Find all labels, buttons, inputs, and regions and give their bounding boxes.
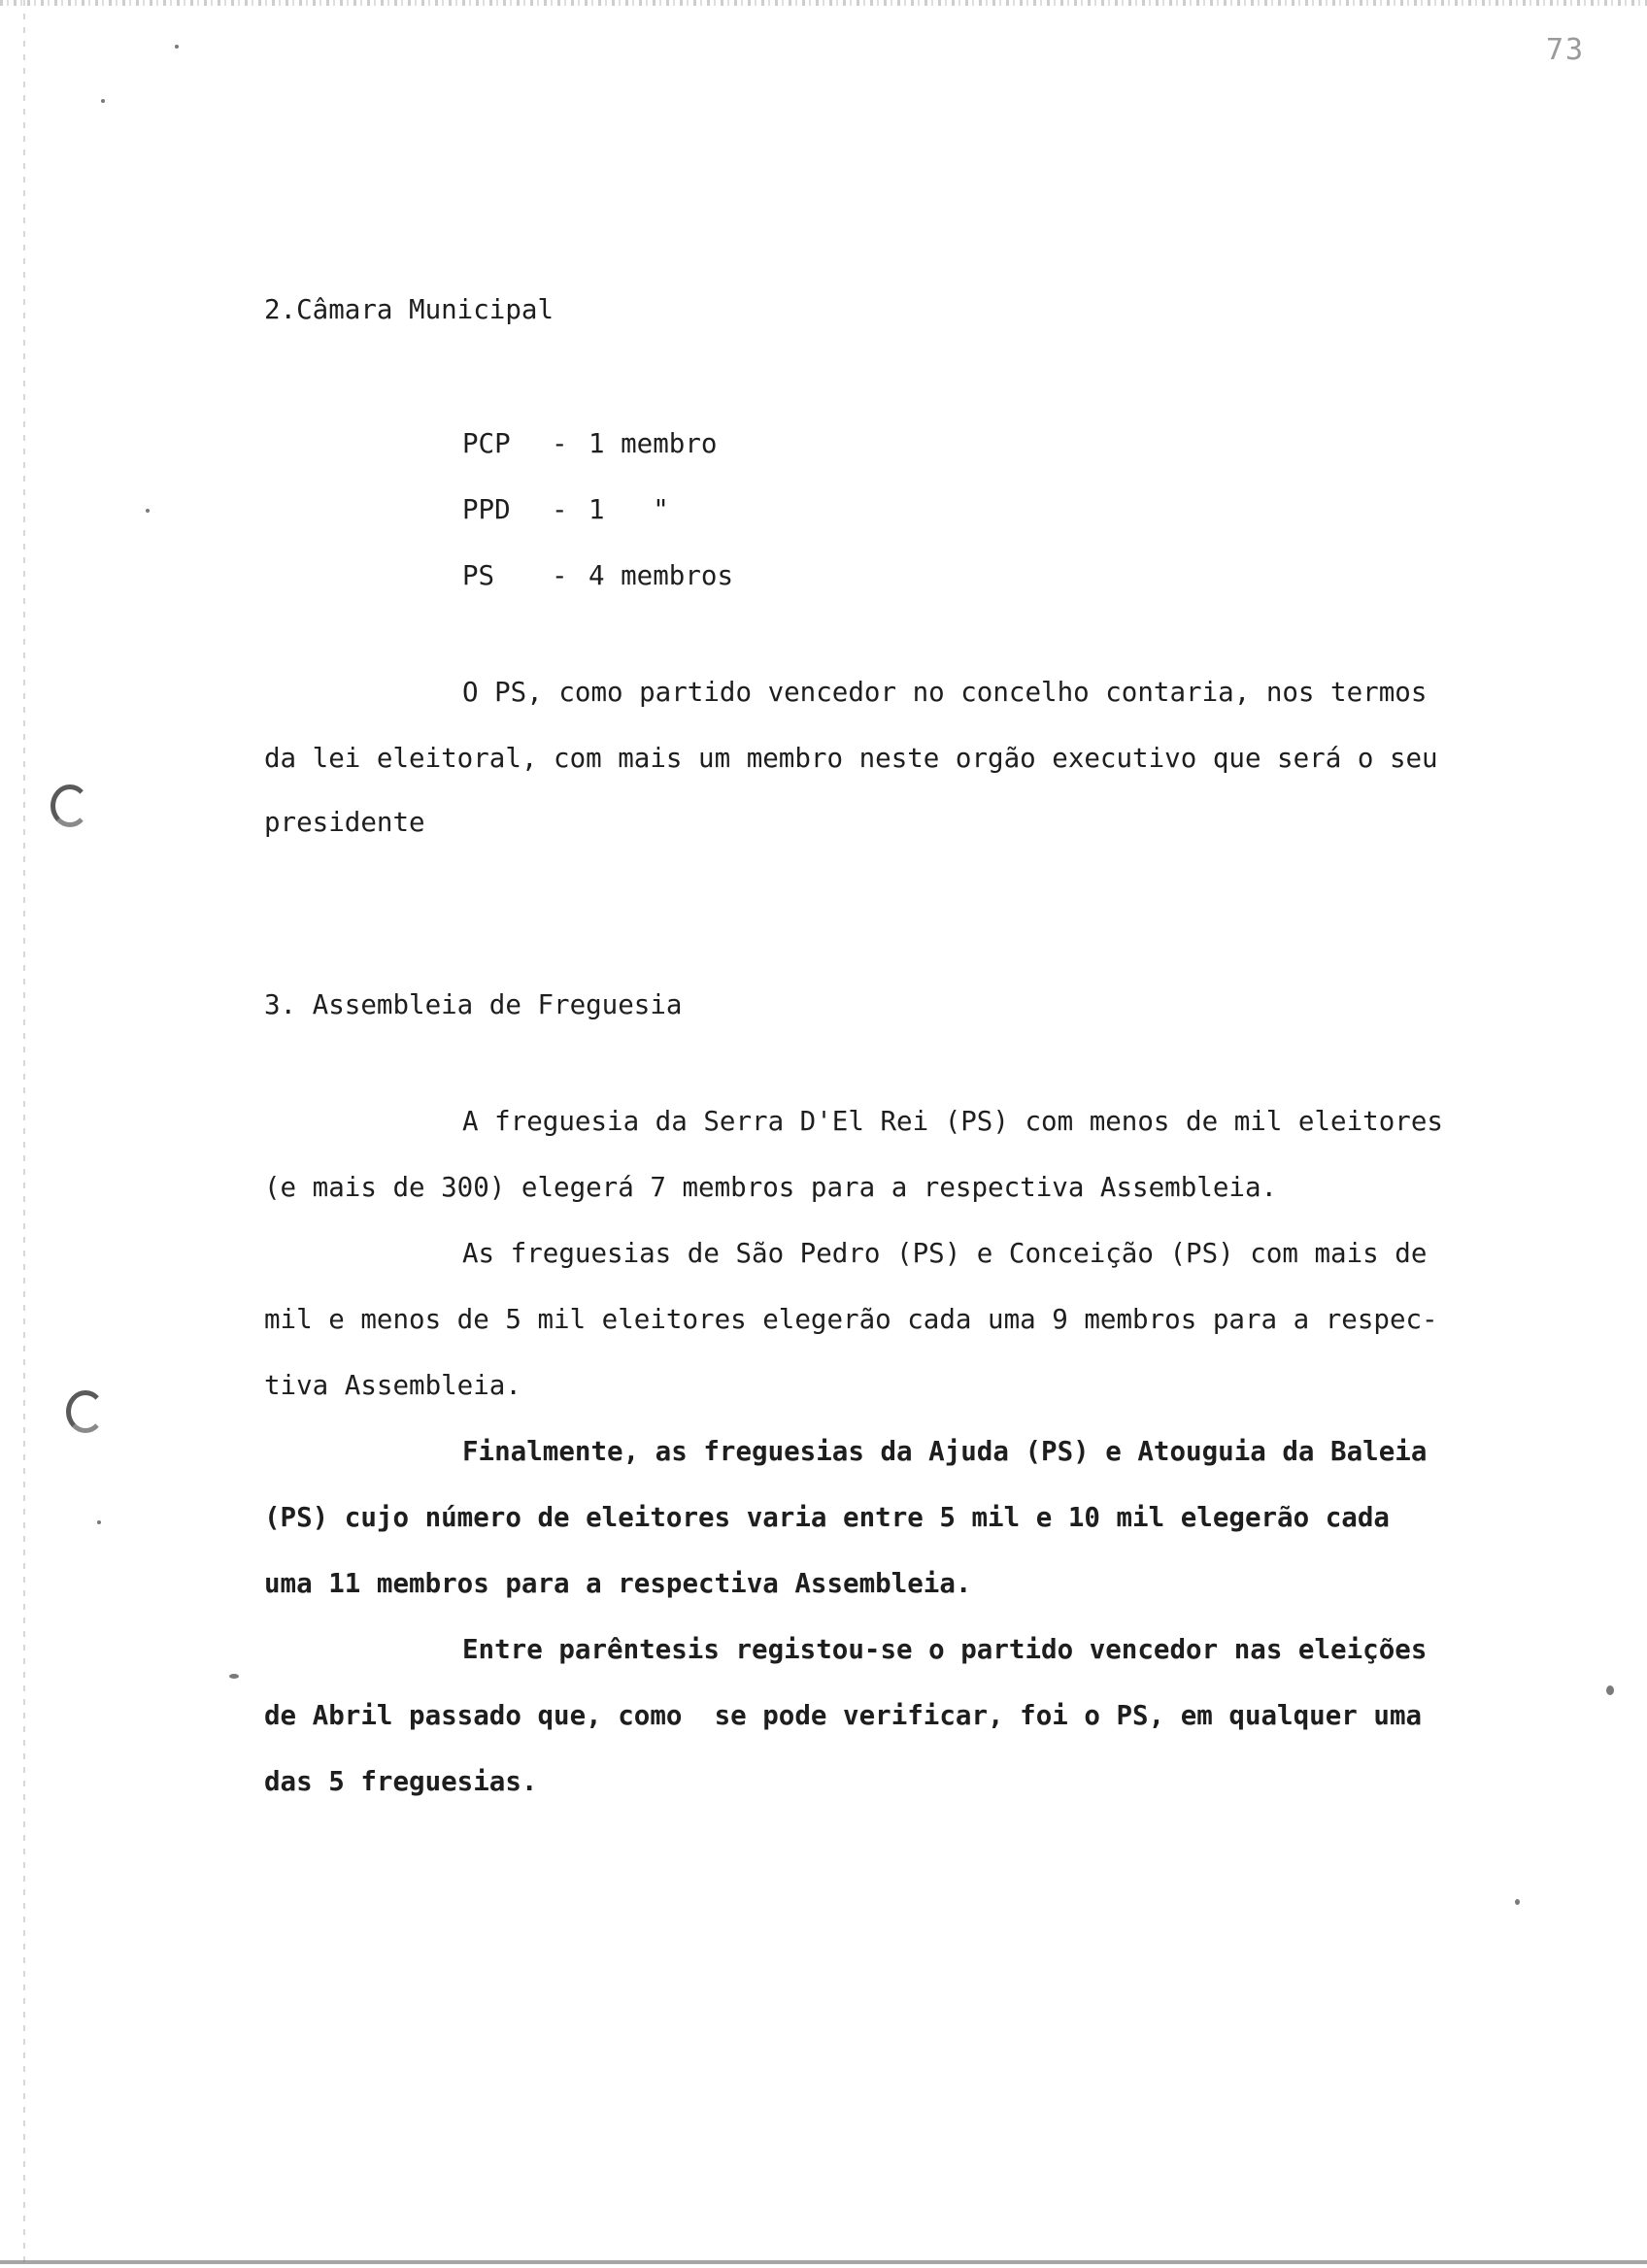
member-count: 1 " xyxy=(588,494,669,525)
page-left-edge xyxy=(23,0,25,2268)
paragraph-line: O PS, como partido vencedor no concelho contaria, nos termos xyxy=(462,677,1428,708)
paragraph-line: presidente xyxy=(264,807,425,838)
paragraph-line: tiva Assembleia. xyxy=(264,1370,521,1401)
paragraph-line: A freguesia da Serra D'El Rei (PS) com menos de mil eleitores xyxy=(462,1106,1443,1137)
paragraph-line: As freguesias de São Pedro (PS) e Conceição (PS) com mais de xyxy=(462,1238,1428,1269)
scan-speck xyxy=(146,509,150,513)
punch-hole-lower xyxy=(66,1390,105,1433)
dash: - xyxy=(552,560,568,591)
page-number: 73 xyxy=(1546,33,1586,67)
member-count: 4 membros xyxy=(588,560,734,591)
paragraph-line: uma 11 membros para a respectiva Assembleia. xyxy=(264,1568,972,1599)
scan-speck xyxy=(1606,1685,1614,1695)
dash: - xyxy=(552,494,568,525)
party-label: PCP xyxy=(462,428,511,459)
paragraph-line: (PS) cujo número de eleitores varia entre 5 mil e 10 mil elegerão cada xyxy=(264,1502,1390,1533)
scan-speck xyxy=(229,1674,239,1679)
paragraph-line: de Abril passado que, como se pode verificar, foi o PS, em qualquer uma xyxy=(264,1700,1423,1731)
paragraph-line: (e mais de 300) elegerá 7 membros para a respectiva Assembleia. xyxy=(264,1172,1278,1203)
paragraph-line: Entre parêntesis registou-se o partido vencedor nas eleições xyxy=(462,1634,1428,1665)
page-top-edge xyxy=(0,0,1647,6)
paragraph-line: Finalmente, as freguesias da Ajuda (PS) e Atouguia da Baleia xyxy=(462,1436,1428,1467)
section-heading-assembleia: 3. Assembleia de Freguesia xyxy=(264,989,683,1020)
member-count: 1 membro xyxy=(588,428,718,459)
party-label: PS xyxy=(462,560,495,591)
scan-speck xyxy=(97,1520,101,1524)
scan-speck xyxy=(1515,1899,1520,1905)
paragraph-line: mil e menos de 5 mil eleitores elegerão cada uma 9 membros para a respec- xyxy=(264,1304,1438,1335)
party-label: PPD xyxy=(462,494,511,525)
scan-speck xyxy=(101,99,105,103)
page-bottom-edge xyxy=(0,2260,1647,2264)
scan-speck xyxy=(175,45,179,49)
paragraph-line: da lei eleitoral, com mais um membro neste orgão executivo que será o seu xyxy=(264,743,1438,774)
dash: - xyxy=(552,428,568,459)
section-heading-camara: 2.Câmara Municipal xyxy=(264,294,555,325)
paragraph-line: das 5 freguesias. xyxy=(264,1766,538,1797)
punch-hole-upper xyxy=(50,784,89,827)
